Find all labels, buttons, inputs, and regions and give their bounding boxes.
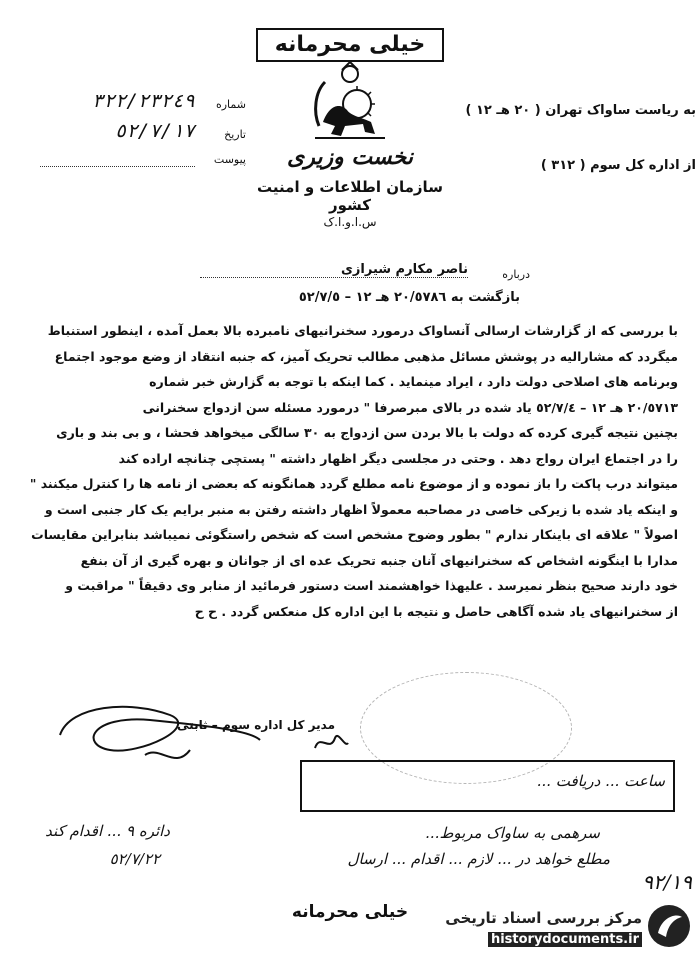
organization-subtitle: سازمان اطلاعات و امنیت کشور: [257, 178, 443, 214]
bottom-handwritten-line-2: مطلع خواهد در ... لازم ... اقدام ... ارسال: [347, 850, 610, 868]
attachment-line: [40, 166, 195, 167]
body-line: میگردد که مشارالیه در پوشش مسائل مذهبی مطالب تحریک آمیز، که جنبه انتقاد از وضع موجود اجتماع: [54, 348, 678, 364]
corner-handwritten-number: ٩٢/١٩: [642, 870, 692, 894]
organization-code: س.ا.و.ا.ک: [323, 215, 377, 229]
body-line: اصولاً " علاقه ای باینکار ندارم " بطور وضوح مشخص است که شخص راستگوئی نمیباشد بنابراین مقایسات: [31, 527, 678, 542]
watermark-url: historydocuments.ir: [488, 932, 642, 947]
body-line: و اینکه یاد شده با زیرکی خاصی در مصاحبه معمولاً اظهار داشته رفتن به منبر برایم یک کار جنبی است و: [44, 501, 678, 517]
signature-scribble-icon: [50, 695, 270, 775]
body-line: میتواند درب پاکت را باز نموده و از موضوع نامه مطلع گردد همانگونه که بعضی از نامه ها را کنترل میکنند ": [29, 476, 678, 491]
subject-label: درباره: [502, 268, 530, 281]
body-line: از سخنرانیهای یاد شده آگاهی حاصل و نتیجه با این اداره کل منعکس گردد . ح ح: [194, 603, 678, 619]
left-handwritten-note: دائره ٩ ... اقدام کند: [45, 822, 170, 840]
registration-handwriting: ساعت ... دریافت ...: [536, 772, 665, 790]
lion-and-sun-emblem-icon: [305, 62, 395, 142]
body-line: وبرنامه های اصلاحی دولت دارد ، ایراد مینماید . کما اینکه با توجه به گزارش خبر شماره: [149, 374, 678, 389]
bottom-handwritten-line-1: سرهمی به ساواک مربوط...: [425, 824, 600, 842]
number-value: ٣٢٢/٢٣٢٤٩: [92, 90, 195, 112]
registration-stamp-box: [300, 760, 675, 812]
watermark-logo-icon: [646, 903, 692, 949]
body-line: بچنین نتیجه گیری کرده که دولت با بالا بردن سن ازدواج به ٣٠ سالگی میخواهد فحشا ، و بی بند و باری: [56, 425, 678, 440]
letter-body: [22, 318, 678, 624]
body-line: با بررسی که از گزارشات ارسالی آنساواک درمورد سخنرانیهای نامبرده بالا بعمل آمده ، اینطور استنباط: [47, 323, 678, 338]
classification-stamp-bottom: خیلی محرمانه: [291, 902, 409, 922]
watermark-text: مرکز بررسی اسناد تاریخی: [445, 909, 642, 927]
date-value: ٥٢/٧/١٧: [114, 120, 195, 142]
initials-scribble-icon: [310, 728, 350, 758]
date-label: تاریخ: [224, 128, 246, 141]
body-line: مدارا با اینگونه اشخاص که سخنرانیهای آنان جنبه تحریک عده ای از جوانان و بهره گیری از آن بنفع: [80, 552, 678, 568]
number-label: شماره: [215, 98, 246, 111]
classification-stamp-top: خیلی محرمانه: [256, 28, 444, 62]
recipient-line: به ریاست ساواک تهران ( ٢٠ هـ ١٢ ): [465, 103, 696, 118]
body-line: ٢٠/٥٧١٣ هـ ١٢ – ٥٢/٧/٤ یاد شده در بالای مبرصرفا " درمورد مسئله سن ازدواج سخنرانی: [142, 399, 678, 415]
left-handwritten-date: ٥٢/٧/٢٢: [109, 850, 160, 868]
organization-title: نخست وزیری: [287, 144, 413, 170]
body-line: را در اجتماع ایران رواج دهد . وحتی در مجلسی دیگر اظهار داشته " پستچی چنانچه اراده کند: [118, 450, 678, 466]
sender-line: از اداره کل سوم ( ٣١٢ ): [540, 158, 696, 173]
body-line: خود دارند صحیح بنظر نمیرسد . علیهذا خواهشمند است دستور فرمائید از منابر وی دقیقاً " مراقبت و: [65, 578, 678, 593]
attachment-label: پیوست: [213, 153, 246, 166]
signature-title: مدیر کل اداره سوم – ثابتی: [177, 718, 335, 732]
reference-line: بازگشت به ٢٠/٥٧٨٦ هـ ١٢ – ٥٢/٧/٥: [298, 290, 520, 305]
subject-value: ناصر مکارم شیرازی: [200, 262, 468, 278]
